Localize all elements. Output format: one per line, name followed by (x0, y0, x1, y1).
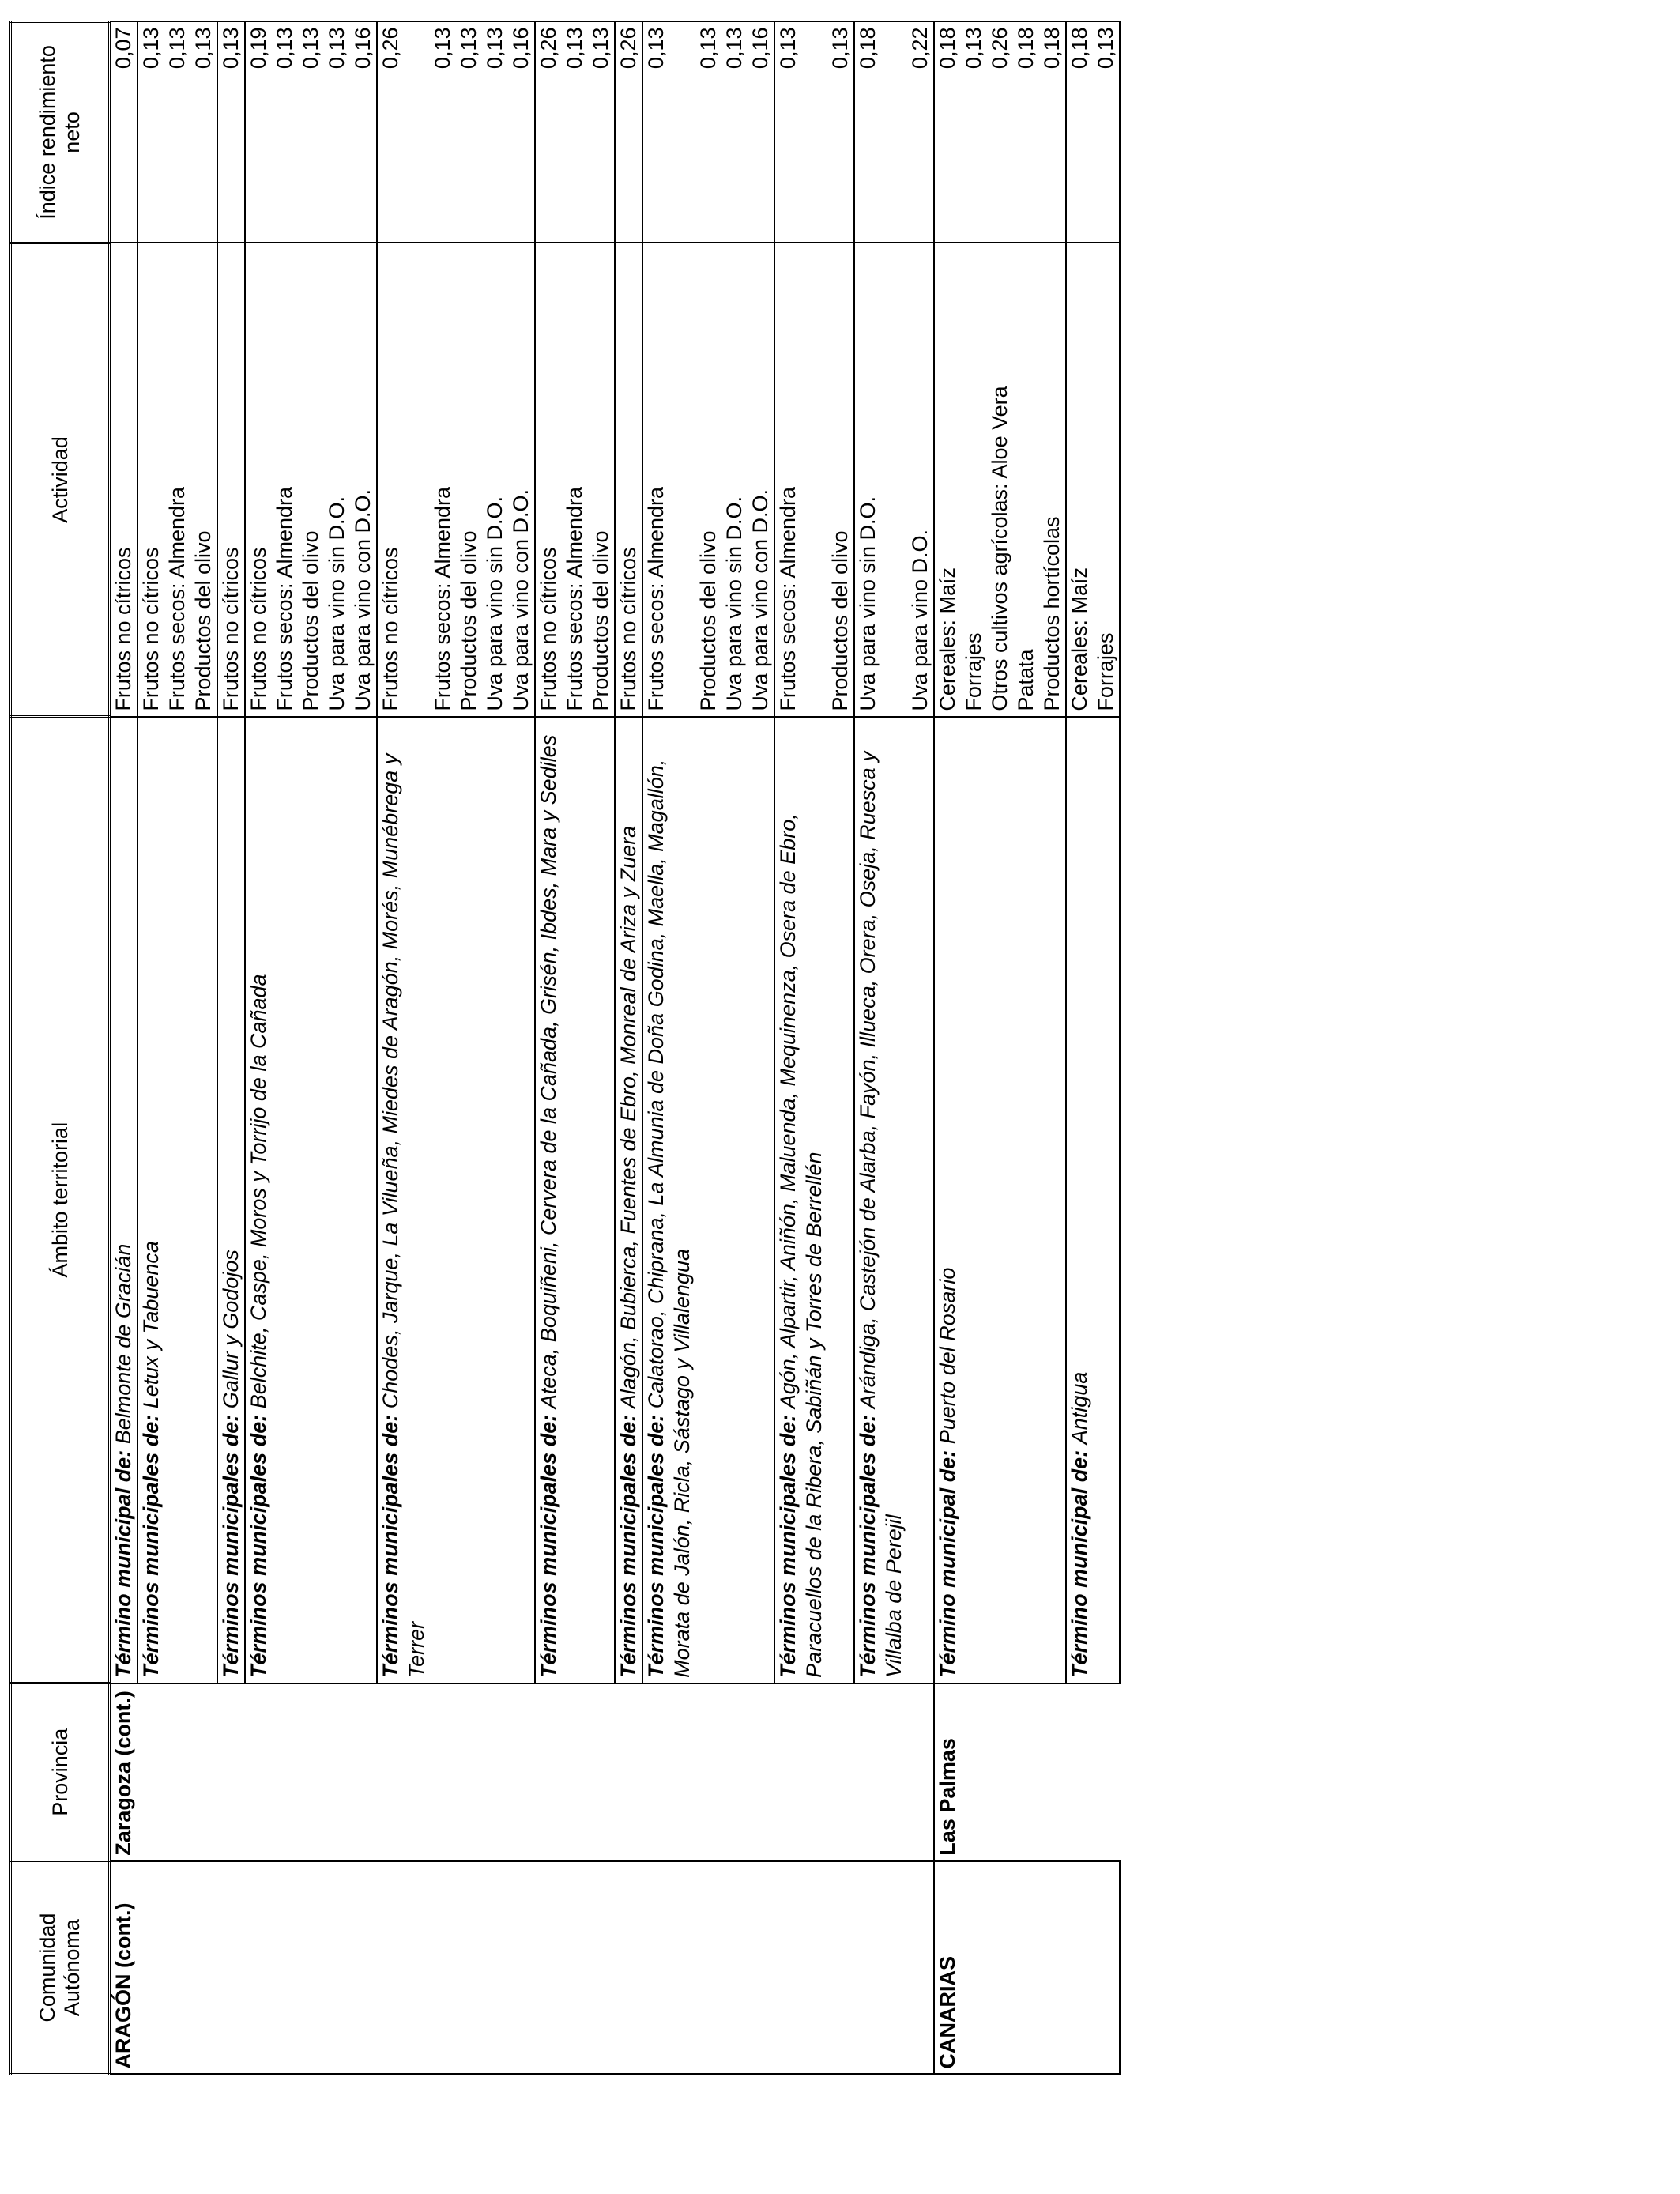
cell-comunidad (588, 1861, 615, 2075)
cell-indice: 0,16 (350, 22, 377, 243)
table-row (827, 22, 854, 2075)
table-row (456, 22, 482, 2075)
ambito-separator (936, 1444, 959, 1450)
ambito-label: Términos municipales de: (247, 1414, 270, 1678)
ambito-value: Gallur y Godojos (219, 1250, 243, 1409)
cell-ambito (827, 717, 854, 1683)
cell-actividad: Productos del olivo (190, 243, 217, 716)
table-row (324, 22, 350, 2075)
cell-provincia (535, 1683, 562, 1861)
table-row (298, 22, 324, 2075)
cell-provincia (854, 1683, 907, 1861)
cell-actividad: Frutos no cítricos (110, 243, 138, 716)
ambito-separator (219, 1408, 243, 1415)
ambito-label: Términos municipales de: (644, 1414, 668, 1678)
cell-indice: 0,26 (987, 22, 1013, 243)
table-row (110, 22, 138, 2075)
cell-provincia (217, 1683, 245, 1861)
table-row (1013, 22, 1039, 2075)
cell-ambito (562, 717, 588, 1683)
cell-actividad: Frutos secos: Almendra (562, 243, 588, 716)
cell-comunidad (961, 1861, 987, 2075)
table-row (430, 22, 456, 2075)
table-row (272, 22, 298, 2075)
cell-provincia (377, 1683, 430, 1861)
cell-indice: 0,13 (642, 22, 695, 243)
ambito-value: Antigua (1068, 1371, 1091, 1445)
cell-actividad: Frutos no cítricos (615, 243, 642, 716)
cell-ambito (245, 717, 272, 1683)
cell-comunidad (1066, 1861, 1093, 2075)
cell-indice: 0,26 (377, 22, 430, 243)
ambito-label: Término municipal de: (111, 1449, 135, 1678)
ambito-value: Arándiga, Castejón de Alarba, Fayón, Illueca, Orera, Oseja, Ruesca y Villalba de Perejil (856, 751, 906, 1678)
ambito-value: Puerto del Rosario (936, 1267, 959, 1445)
cell-comunidad (377, 1861, 430, 2075)
cell-actividad: Cereales: Maíz (1066, 243, 1093, 716)
cell-ambito (615, 717, 642, 1683)
cell-provincia (164, 1683, 190, 1861)
cell-provincia (456, 1683, 482, 1861)
cell-ambito (272, 717, 298, 1683)
cell-actividad: Frutos no cítricos (245, 243, 272, 716)
cell-ambito (110, 717, 138, 1683)
table-row (907, 22, 934, 2075)
table-row (854, 22, 907, 2075)
cell-indice: 0,13 (827, 22, 854, 243)
cell-actividad: Frutos secos: Almendra (272, 243, 298, 716)
cell-provincia (245, 1683, 272, 1861)
cell-actividad: Uva para vino sin D.O. (721, 243, 748, 716)
table-row (748, 22, 774, 2075)
header-indice: Índice rendimiento neto (11, 22, 110, 243)
cell-actividad: Frutos secos: Almendra (430, 243, 456, 716)
cell-comunidad (987, 1861, 1013, 2075)
cell-comunidad (907, 1861, 934, 2075)
cell-indice: 0,18 (1039, 22, 1066, 243)
cell-comunidad (854, 1861, 907, 2075)
table-row (615, 22, 642, 2075)
cell-ambito (456, 717, 482, 1683)
cell-provincia (482, 1683, 508, 1861)
cell-provincia (1093, 1683, 1120, 1861)
cell-provincia (588, 1683, 615, 1861)
cell-indice: 0,26 (615, 22, 642, 243)
cell-indice: 0,13 (1093, 22, 1120, 243)
cell-indice: 0,18 (1066, 22, 1093, 243)
ambito-label: Términos municipales de: (379, 1414, 402, 1678)
cell-ambito (1066, 717, 1093, 1683)
cell-provincia (1039, 1683, 1066, 1861)
cell-actividad: Frutos secos: Almendra (164, 243, 190, 716)
cell-ambito (164, 717, 190, 1683)
cell-provincia (961, 1683, 987, 1861)
ambito-separator (537, 1408, 560, 1415)
cell-provincia (615, 1683, 642, 1861)
cell-indice: 0,18 (854, 22, 907, 243)
cell-actividad: Frutos secos: Almendra (642, 243, 695, 716)
cell-provincia: Las Palmas (934, 1683, 961, 1861)
ambito-value: Chodes, Jarque, La Vilueña, Miedes de Aragón, Morés, Munébrega y Terrer (379, 753, 428, 1678)
cell-ambito (190, 717, 217, 1683)
ambito-separator (139, 1408, 163, 1415)
cell-comunidad (350, 1861, 377, 2075)
ambito-separator (856, 1408, 880, 1415)
cell-ambito (854, 717, 907, 1683)
cell-ambito (508, 717, 535, 1683)
cell-actividad: Forrajes (1093, 243, 1120, 716)
cell-indice: 0,18 (1013, 22, 1039, 243)
ambito-label: Términos municipales de: (776, 1414, 800, 1678)
cell-ambito (377, 717, 430, 1683)
cell-provincia (642, 1683, 695, 1861)
table-row (245, 22, 272, 2075)
cell-actividad: Productos del olivo (456, 243, 482, 716)
table-row (562, 22, 588, 2075)
cell-comunidad (827, 1861, 854, 2075)
cell-provincia (324, 1683, 350, 1861)
ambito-value: Agón, Alpartir, Aniñón, Maluenda, Mequinenza, Osera de Ebro, Paracuellos de la Ribera, Sabiñán y Torres de Berrellén (776, 813, 826, 1678)
table-row (987, 22, 1013, 2075)
table-row (934, 22, 961, 2075)
ambito-label: Término municipal de: (1068, 1449, 1091, 1678)
cell-actividad: Productos del olivo (827, 243, 854, 716)
cell-actividad: Uva para vino sin D.O. (324, 243, 350, 716)
cell-indice: 0,13 (190, 22, 217, 243)
table-row (1066, 22, 1093, 2075)
table-row (961, 22, 987, 2075)
cell-comunidad (217, 1861, 245, 2075)
cell-provincia (721, 1683, 748, 1861)
cell-ambito (1093, 717, 1120, 1683)
ambito-label: Términos municipales de: (219, 1414, 243, 1678)
table-row (642, 22, 695, 2075)
cell-comunidad: CANARIAS (934, 1861, 961, 2075)
cell-provincia (907, 1683, 934, 1861)
cell-indice: 0,13 (272, 22, 298, 243)
cell-comunidad (456, 1861, 482, 2075)
table-row (721, 22, 748, 2075)
cell-ambito (748, 717, 774, 1683)
cell-comunidad: ARAGÓN (cont.) (110, 1861, 138, 2075)
cell-ambito (217, 717, 245, 1683)
cell-actividad: Frutos no cítricos (535, 243, 562, 716)
table-row (588, 22, 615, 2075)
cell-actividad: Uva para vino sin D.O. (482, 243, 508, 716)
cell-indice: 0,13 (482, 22, 508, 243)
cell-ambito (907, 717, 934, 1683)
cell-provincia (272, 1683, 298, 1861)
cell-indice: 0,13 (961, 22, 987, 243)
table-row (217, 22, 245, 2075)
cell-indice: 0,16 (748, 22, 774, 243)
table-row (1039, 22, 1066, 2075)
table-row (164, 22, 190, 2075)
ambito-label: Términos municipales de: (856, 1414, 880, 1678)
cell-ambito (430, 717, 456, 1683)
ambito-label: Términos municipales de: (139, 1414, 163, 1678)
cell-indice: 0,13 (456, 22, 482, 243)
cell-provincia (508, 1683, 535, 1861)
cell-comunidad (1039, 1861, 1066, 2075)
cell-comunidad (508, 1861, 535, 2075)
cell-actividad: Uva para vino D.O. (907, 243, 934, 716)
ambito-value: Belmonte de Gracián (111, 1243, 135, 1445)
cell-comunidad (430, 1861, 456, 2075)
ambito-separator (111, 1444, 135, 1450)
header-actividad: Actividad (11, 243, 110, 716)
cell-provincia (827, 1683, 854, 1861)
cell-provincia (298, 1683, 324, 1861)
header-provincia: Provincia (11, 1683, 110, 1861)
cell-indice: 0,13 (774, 22, 827, 243)
cell-actividad: Productos del olivo (588, 243, 615, 716)
cell-indice: 0,19 (245, 22, 272, 243)
ambito-label: Términos municipales de: (537, 1414, 560, 1678)
cell-ambito (137, 717, 164, 1683)
table-row (482, 22, 508, 2075)
cell-provincia (774, 1683, 827, 1861)
table-row (137, 22, 164, 2075)
cell-comunidad (535, 1861, 562, 2075)
yield-index-table (9, 21, 1121, 2075)
ambito-separator (776, 1408, 800, 1415)
cell-provincia (987, 1683, 1013, 1861)
cell-actividad: Forrajes (961, 243, 987, 716)
cell-ambito (324, 717, 350, 1683)
ambito-separator (644, 1408, 668, 1415)
cell-comunidad (190, 1861, 217, 2075)
table-body (110, 22, 1121, 2075)
cell-comunidad (245, 1861, 272, 2075)
cell-actividad: Productos del olivo (298, 243, 324, 716)
table-row (1093, 22, 1120, 2075)
cell-actividad: Patata (1013, 243, 1039, 716)
table-row (350, 22, 377, 2075)
table-row (695, 22, 721, 2075)
cell-indice: 0,13 (430, 22, 456, 243)
ambito-value: Calatorao, Chiprana, La Almunia de Doña Godina, Maella, Magallón, Morata de Jalón, Ricla, Sástago y Villalengua (644, 759, 694, 1678)
ambito-label: Términos municipales de: (616, 1414, 640, 1678)
ambito-separator (247, 1408, 270, 1415)
cell-ambito (482, 717, 508, 1683)
cell-actividad: Frutos no cítricos (217, 243, 245, 716)
ambito-separator (616, 1408, 640, 1415)
cell-actividad: Otros cultivos agrícolas: Aloe Vera (987, 243, 1013, 716)
cell-ambito (1039, 717, 1066, 1683)
cell-indice: 0,13 (324, 22, 350, 243)
cell-actividad: Frutos no cítricos (377, 243, 430, 716)
cell-ambito (350, 717, 377, 1683)
cell-comunidad (1013, 1861, 1039, 2075)
cell-comunidad (272, 1861, 298, 2075)
cell-comunidad (482, 1861, 508, 2075)
cell-comunidad (324, 1861, 350, 2075)
cell-indice: 0,13 (588, 22, 615, 243)
cell-indice: 0,13 (164, 22, 190, 243)
cell-comunidad (642, 1861, 695, 2075)
cell-actividad: Frutos secos: Almendra (774, 243, 827, 716)
cell-ambito (934, 717, 961, 1683)
cell-ambito (987, 717, 1013, 1683)
cell-indice: 0,18 (934, 22, 961, 243)
table-header-row (11, 22, 110, 2075)
cell-indice: 0,13 (695, 22, 721, 243)
cell-provincia (748, 1683, 774, 1861)
header-comunidad: Comunidad Autónoma (11, 1861, 110, 2075)
cell-indice: 0,13 (562, 22, 588, 243)
cell-actividad: Uva para vino con D.O. (748, 243, 774, 716)
cell-actividad: Uva para vino sin D.O. (854, 243, 907, 716)
cell-ambito (535, 717, 562, 1683)
cell-actividad: Uva para vino con D.O. (508, 243, 535, 716)
cell-provincia (430, 1683, 456, 1861)
ambito-separator (1068, 1444, 1091, 1450)
table-row (535, 22, 562, 2075)
cell-indice: 0,07 (110, 22, 138, 243)
cell-ambito (774, 717, 827, 1683)
ambito-value: Alagón, Bubierca, Fuentes de Ebro, Monreal de Ariza y Zuera (616, 825, 640, 1409)
cell-provincia (1066, 1683, 1093, 1861)
cell-comunidad (562, 1861, 588, 2075)
ambito-value: Belchite, Caspe, Moros y Torrijo de la Cañada (247, 974, 270, 1409)
cell-actividad: Productos del olivo (695, 243, 721, 716)
cell-ambito (588, 717, 615, 1683)
cell-comunidad (1093, 1861, 1120, 2075)
cell-indice: 0,13 (298, 22, 324, 243)
cell-comunidad (695, 1861, 721, 2075)
cell-provincia (1013, 1683, 1039, 1861)
cell-provincia: Zaragoza (cont.) (110, 1683, 138, 1861)
cell-comunidad (774, 1861, 827, 2075)
cell-comunidad (298, 1861, 324, 2075)
cell-indice: 0,13 (137, 22, 164, 243)
cell-comunidad (721, 1861, 748, 2075)
cell-comunidad (748, 1861, 774, 2075)
cell-provincia (562, 1683, 588, 1861)
cell-actividad: Frutos no cítricos (137, 243, 164, 716)
cell-actividad: Uva para vino con D.O. (350, 243, 377, 716)
cell-indice: 0,26 (535, 22, 562, 243)
ambito-value: Ateca, Boquiñeni, Cervera de la Cañada, Grisén, Ibdes, Mara y Sediles (537, 734, 560, 1409)
cell-ambito (721, 717, 748, 1683)
cell-comunidad (164, 1861, 190, 2075)
cell-ambito (695, 717, 721, 1683)
cell-indice: 0,16 (508, 22, 535, 243)
table-row (377, 22, 430, 2075)
cell-indice: 0,13 (721, 22, 748, 243)
cell-provincia (190, 1683, 217, 1861)
cell-actividad: Productos hortícolas (1039, 243, 1066, 716)
ambito-label: Término municipal de: (936, 1449, 959, 1678)
ambito-separator (379, 1408, 402, 1415)
cell-indice: 0,22 (907, 22, 934, 243)
cell-provincia (695, 1683, 721, 1861)
cell-ambito (298, 717, 324, 1683)
table-row (508, 22, 535, 2075)
table-row (190, 22, 217, 2075)
cell-ambito (642, 717, 695, 1683)
cell-actividad: Cereales: Maíz (934, 243, 961, 716)
header-ambito: Ámbito territorial (11, 717, 110, 1683)
cell-provincia (137, 1683, 164, 1861)
ambito-value: Letux y Tabuenca (139, 1241, 163, 1409)
cell-indice: 0,13 (217, 22, 245, 243)
cell-comunidad (137, 1861, 164, 2075)
table-row (774, 22, 827, 2075)
cell-comunidad (615, 1861, 642, 2075)
cell-ambito (1013, 717, 1039, 1683)
cell-provincia (350, 1683, 377, 1861)
cell-ambito (961, 717, 987, 1683)
